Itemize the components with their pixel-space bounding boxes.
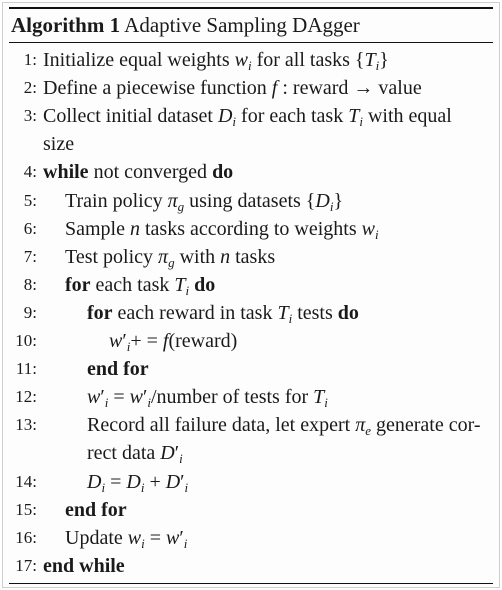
line-number: 6: <box>23 218 37 238</box>
line-number: 8: <box>23 274 37 294</box>
line-text: rect data $D'_i$ <box>87 442 183 467</box>
line-text: size <box>43 133 75 156</box>
line-number: 5: <box>23 190 37 210</box>
line-text: Sample n tasks according to weights $w_i$ <box>65 217 379 242</box>
line-text: while not converged do <box>43 161 234 184</box>
line-number: 10: <box>15 331 37 350</box>
line-text: Update $w_i = w'_i$ <box>65 526 188 551</box>
line-number: 14: <box>15 471 37 491</box>
line-text: $w'_i$ = $w'_i$/number of tests for $T_i$ <box>87 386 328 411</box>
algorithm-label: Algorithm 1 <box>11 13 121 37</box>
line-number: 2: <box>23 78 37 98</box>
line-text: $D_i = D_i + D'_i$ <box>87 470 189 495</box>
line-text: Train policy $\pi_g$ using datasets $\{D_i\}$ <box>65 189 344 214</box>
line-text: end while <box>43 554 125 577</box>
line-text: Collect initial dataset $D_i$ for each task $T_i$ with equal <box>43 105 452 130</box>
algorithm-box <box>2 2 500 588</box>
line-number: 11: <box>15 359 37 379</box>
line-text: $w'_i+$ = f(reward) <box>109 330 238 354</box>
line-number: 3: <box>23 106 37 126</box>
line-text: end for <box>65 498 127 521</box>
line-text: end for <box>87 358 149 381</box>
line-text: Test policy $\pi_g$ with n tasks <box>65 245 276 270</box>
algorithm-caption <box>11 11 360 39</box>
line-number: 12: <box>15 387 37 407</box>
line-text: for each task $T_i$ do <box>65 273 216 298</box>
line-number: 13: <box>15 415 37 435</box>
line-number: 16: <box>15 527 37 547</box>
line-number: 4: <box>23 162 37 182</box>
algorithm-title: Adaptive Sampling DAgger <box>124 13 360 37</box>
line-text: for each reward in task $T_i$ tests do <box>87 301 359 326</box>
top-rule <box>9 7 493 9</box>
bottom-rule <box>9 583 493 584</box>
line-number: 17: <box>15 555 37 575</box>
line-number: 15: <box>15 499 37 519</box>
line-number: 7: <box>23 246 37 266</box>
line-number: 9: <box>23 302 37 322</box>
caption-rule <box>9 42 493 43</box>
line-text: Record all failure data, let expert $\pi_e$ generate cor- <box>87 414 481 439</box>
line-text: Initialize equal weights $w_i$ for all tasks $\{T_i\}$ <box>43 49 389 73</box>
line-number: 1: <box>23 50 37 69</box>
line-text: Define a piecewise function f : reward → value <box>43 77 422 100</box>
